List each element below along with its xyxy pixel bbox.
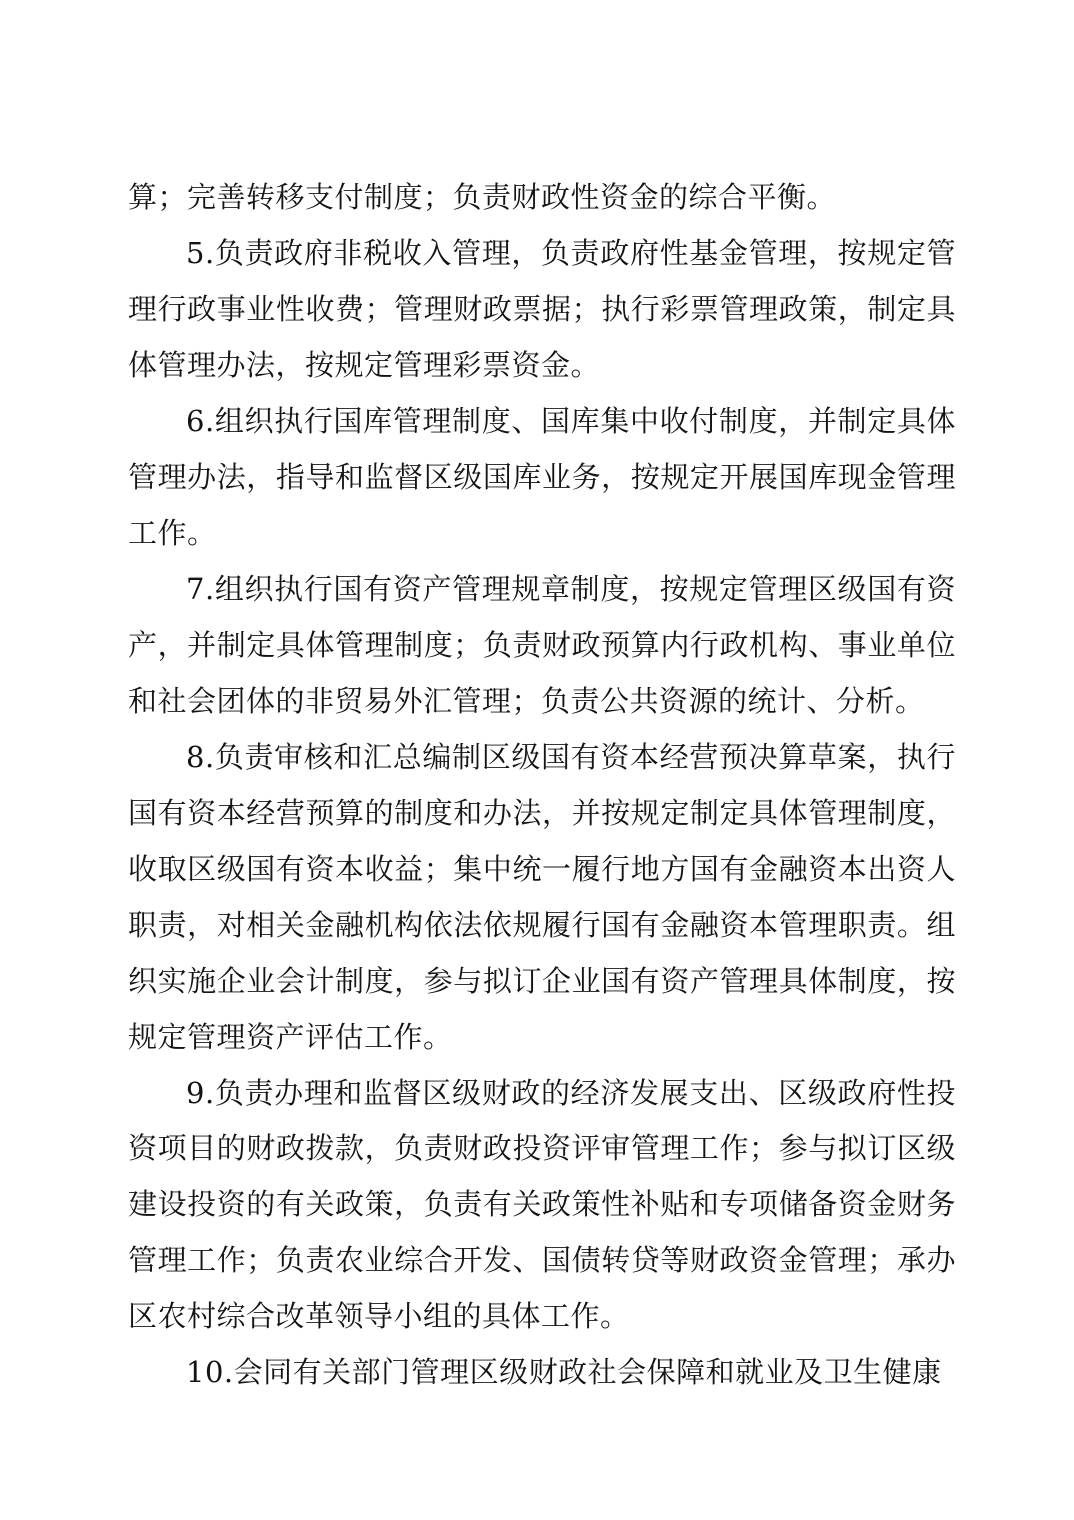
paragraph-item-5: 5.负责政府非税收入管理，负责政府性基金管理，按规定管理行政事业性收费；管理财政票据；执行彩票管理政策，制定具体管理办法，按规定管理彩票资金。 bbox=[128, 235, 956, 382]
paragraph-item-8: 8.负责审核和汇总编制区级国有资本经营预决算草案，执行国有资本经营预算的制度和办法，并按规定制定具体管理制度，收取区级国有资本收益；集中统一履行地方国有金融资本出资人职责，对相关金融机构依法依规履行国有金融资本管理职责。组织实施企业会计制度，参与拟订企业国有资产管理具体制度，按规定管理资产评估工作。 bbox=[128, 739, 956, 1054]
paragraph-item-10: 10.会同有关部门管理区级财政社会保障和就业及卫生健康 bbox=[186, 1355, 942, 1390]
document-body bbox=[128, 170, 956, 1401]
paragraph-item-9: 9.负责办理和监督区级财政的经济发展支出、区级政府性投资项目的财政拨款，负责财政投资评审管理工作；参与拟订区级建设投资的有关政策，负责有关政策性补贴和专项储备资金财务管理工作；负责农业综合开发、国债转贷等财政资金管理；承办区农村综合改革领导小组的具体工作。 bbox=[128, 1075, 956, 1334]
paragraph-continuation: 算；完善转移支付制度；负责财政性资金的综合平衡。 bbox=[128, 180, 837, 214]
paragraph-item-6: 6.组织执行国库管理制度、国库集中收付制度，并制定具体管理办法，指导和监督区级国库业务，按规定开展国库现金管理工作。 bbox=[128, 403, 956, 550]
paragraph-item-7: 7.组织执行国有资产管理规章制度，按规定管理区级国有资产，并制定具体管理制度；负责财政预算内行政机构、事业单位和社会团体的非贸易外汇管理；负责公共资源的统计、分析。 bbox=[128, 571, 956, 718]
